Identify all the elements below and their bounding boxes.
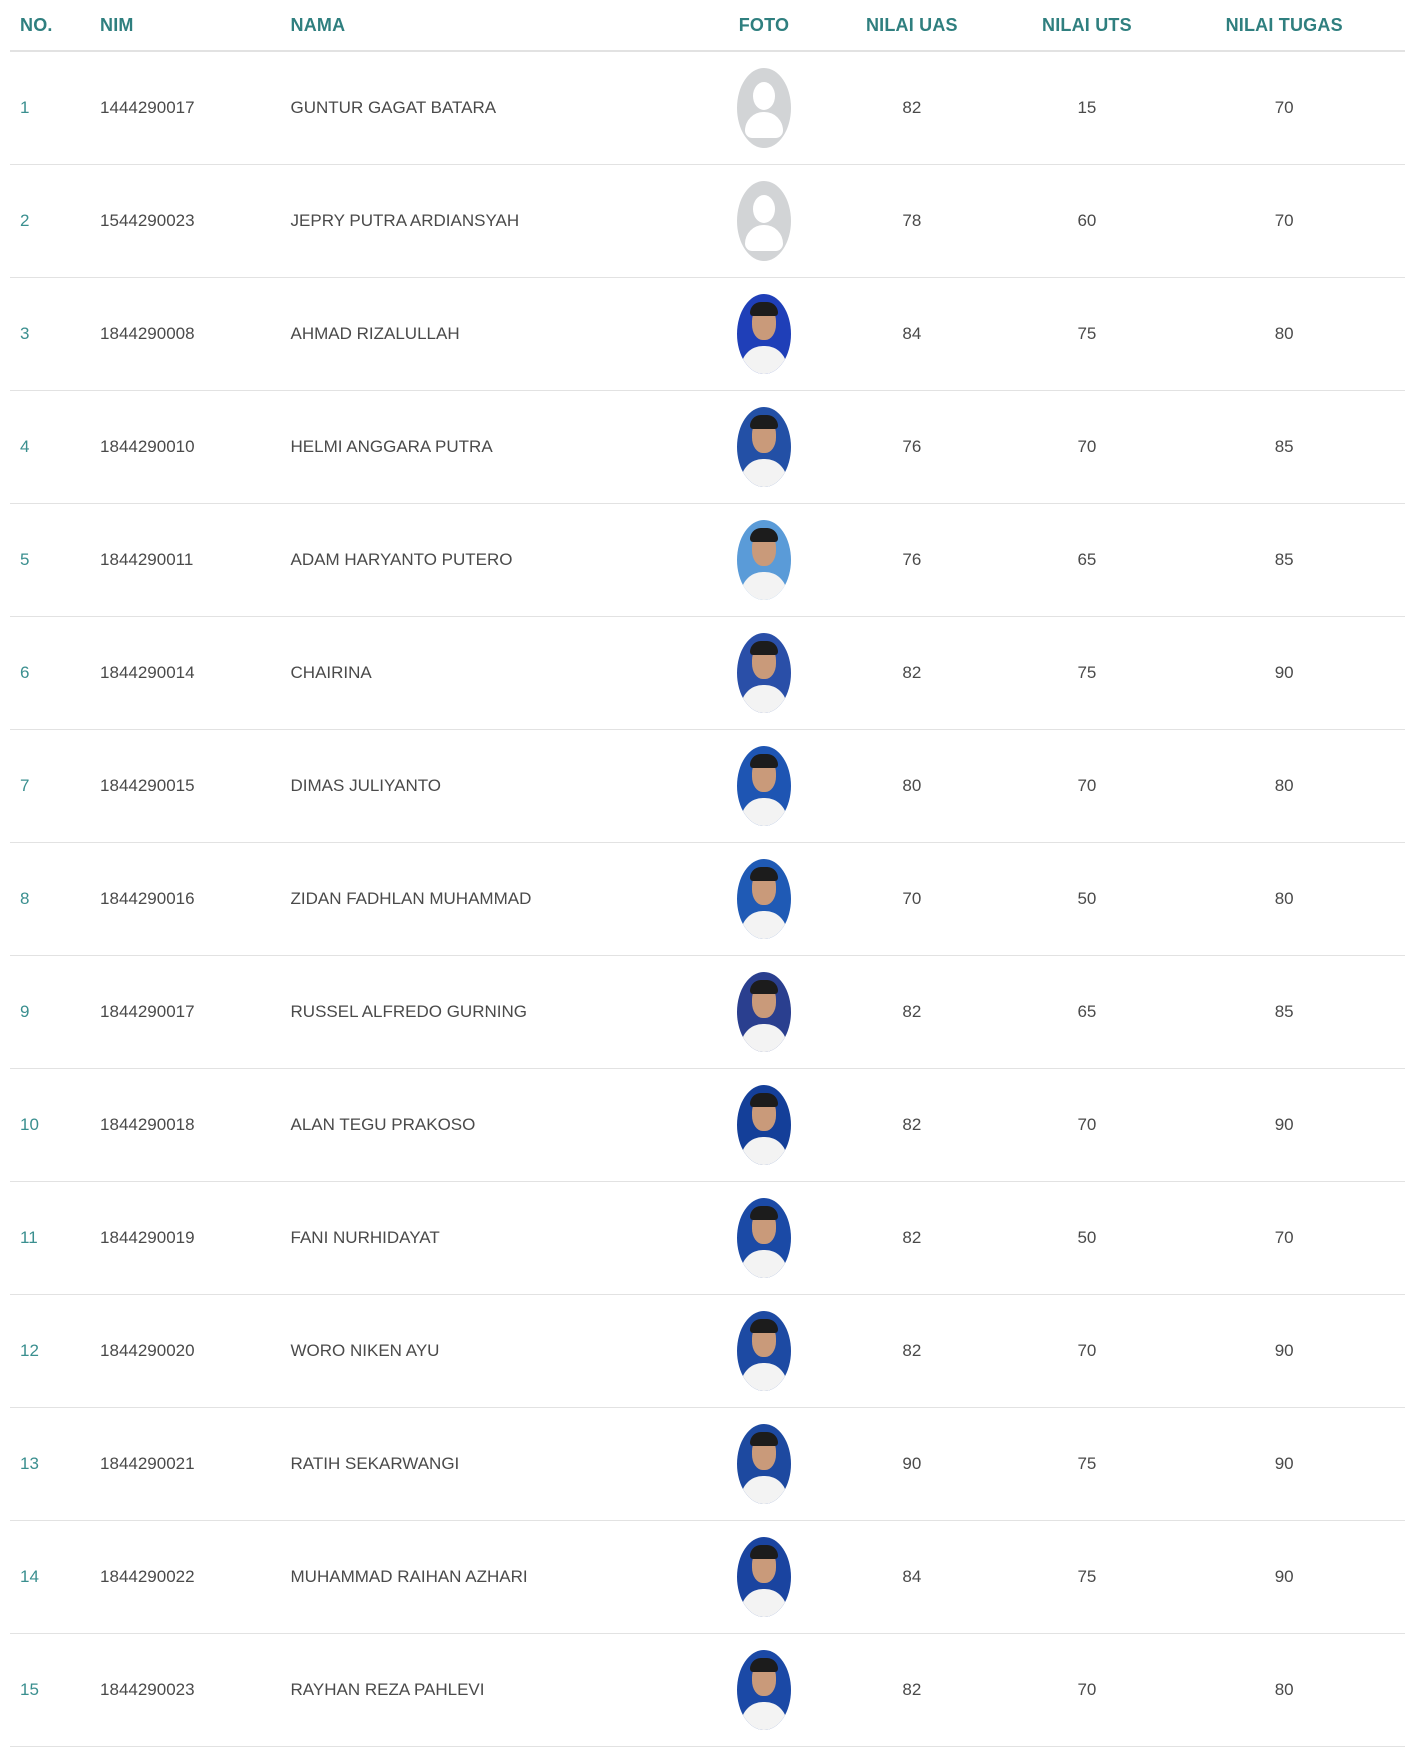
nilai-uas: 82 [902,663,922,682]
nilai-uas: 82 [902,98,922,117]
student-photo-cell [715,294,814,374]
table-row [10,391,1405,504]
student-photo-cell [715,1424,814,1504]
student-name: RUSSEL ALFREDO GURNING [290,1002,527,1021]
table-body [10,52,1405,1747]
student-photo [737,1537,791,1617]
student-name: CHAIRINA [290,663,372,682]
student-nim: 1844290014 [100,663,195,682]
student-photo-cell [715,746,814,826]
student-photo-cell [715,859,814,939]
student-photo [737,407,791,487]
table-row [10,52,1405,165]
nilai-uts: 50 [1077,889,1097,908]
nilai-tugas: 70 [1274,1228,1294,1247]
nilai-uts: 65 [1077,550,1097,569]
nilai-tugas: 90 [1274,663,1294,682]
nilai-uts: 75 [1077,1567,1097,1586]
student-name: RATIH SEKARWANGI [290,1454,460,1473]
student-photo-cell [715,68,814,148]
student-nim: 1544290023 [100,211,195,230]
table-row [10,956,1405,1069]
row-number: 8 [20,889,30,908]
row-number: 4 [20,437,30,456]
table-row [10,617,1405,730]
nilai-uts: 60 [1077,211,1097,230]
student-nim: 1844290008 [100,324,195,343]
student-photo-cell [715,633,814,713]
student-photo [737,1311,791,1391]
row-number: 3 [20,324,30,343]
student-nim: 1844290018 [100,1115,195,1134]
header-nilai-uts[interactable]: NILAI UTS [1042,14,1132,35]
nilai-tugas: 70 [1274,211,1294,230]
nilai-uts: 75 [1077,1454,1097,1473]
student-name: JEPRY PUTRA ARDIANSYAH [290,211,520,230]
student-name: AHMAD RIZALULLAH [290,324,460,343]
nilai-uas: 90 [902,1454,922,1473]
nilai-tugas: 90 [1274,1454,1294,1473]
nilai-uts: 70 [1077,776,1097,795]
nilai-tugas: 80 [1274,776,1294,795]
header-foto[interactable]: FOTO [738,14,790,35]
placeholder-avatar-icon [737,181,791,261]
row-number: 9 [20,1002,30,1021]
header-no[interactable]: NO. [20,14,53,35]
table-row [10,165,1405,278]
table-row [10,1634,1405,1747]
nilai-uas: 76 [902,437,922,456]
student-photo [737,520,791,600]
row-number: 11 [20,1228,38,1247]
student-photo [737,1198,791,1278]
table-row [10,278,1405,391]
nilai-tugas: 90 [1274,1567,1294,1586]
row-number: 12 [20,1341,39,1360]
nilai-uas: 82 [902,1680,922,1699]
student-photo [737,746,791,826]
nilai-uas: 76 [902,550,922,569]
table-row [10,730,1405,843]
nilai-uas: 84 [902,324,922,343]
student-name: DIMAS JULIYANTO [290,776,442,795]
student-nim: 1844290010 [100,437,195,456]
nilai-uts: 70 [1077,1680,1097,1699]
table-row [10,1408,1405,1521]
header-nim[interactable]: NIM [100,14,134,35]
nilai-uas: 82 [902,1341,922,1360]
nilai-uas: 70 [902,889,922,908]
nilai-uas: 82 [902,1002,922,1021]
student-photo-cell [715,1085,814,1165]
student-photo [737,294,791,374]
table-row [10,1182,1405,1295]
nilai-uts: 75 [1077,663,1097,682]
nilai-uas: 80 [902,776,922,795]
student-photo-cell [715,1650,814,1730]
student-nim: 1444290017 [100,98,195,117]
nilai-uas: 84 [902,1567,922,1586]
student-nim: 1844290022 [100,1567,195,1586]
student-nim: 1844290011 [100,550,194,569]
nilai-tugas: 80 [1274,324,1294,343]
nilai-uts: 70 [1077,1341,1097,1360]
student-name: FANI NURHIDAYAT [290,1228,440,1247]
nilai-uts: 50 [1077,1228,1097,1247]
row-number: 2 [20,211,30,230]
nilai-uts: 70 [1077,437,1097,456]
nilai-uts: 15 [1077,98,1097,117]
header-nama[interactable]: NAMA [290,14,346,35]
row-number: 14 [20,1567,39,1586]
nilai-uas: 82 [902,1228,922,1247]
nilai-uas: 78 [902,211,922,230]
student-photo-cell [715,1537,814,1617]
nilai-tugas: 80 [1274,889,1294,908]
nilai-tugas: 80 [1274,1680,1294,1699]
student-nim: 1844290016 [100,889,195,908]
student-nim: 1844290019 [100,1228,195,1247]
student-photo-cell [715,407,814,487]
student-photo-cell [715,181,814,261]
row-number: 5 [20,550,30,569]
placeholder-avatar-icon [737,68,791,148]
student-nim: 1844290021 [100,1454,195,1473]
student-photo [737,633,791,713]
nilai-tugas: 85 [1274,437,1294,456]
student-photo [737,1650,791,1730]
student-nim: 1844290017 [100,1002,195,1021]
header-nilai-tugas[interactable]: NILAI TUGAS [1225,14,1343,35]
student-photo-cell [715,520,814,600]
student-photo [737,859,791,939]
student-nim: 1844290020 [100,1341,195,1360]
row-number: 7 [20,776,30,795]
row-number: 15 [20,1680,39,1699]
table-header-row [10,0,1405,52]
student-name: WORO NIKEN AYU [290,1341,440,1360]
nilai-tugas: 70 [1274,98,1294,117]
student-name: ZIDAN FADHLAN MUHAMMAD [290,889,532,908]
student-name: ALAN TEGU PRAKOSO [290,1115,476,1134]
nilai-tugas: 85 [1274,550,1294,569]
table-row [10,1069,1405,1182]
row-number: 6 [20,663,30,682]
row-number: 1 [20,98,30,117]
student-photo-cell [715,1311,814,1391]
table-row [10,843,1405,956]
table-row [10,504,1405,617]
student-name: GUNTUR GAGAT BATARA [290,98,497,117]
nilai-uts: 65 [1077,1002,1097,1021]
table-row [10,1295,1405,1408]
nilai-tugas: 90 [1274,1341,1294,1360]
nilai-uas: 82 [902,1115,922,1134]
student-photo [737,1424,791,1504]
table-row [10,1521,1405,1634]
student-photo-cell [715,1198,814,1278]
nilai-uts: 70 [1077,1115,1097,1134]
student-nim: 1844290023 [100,1680,195,1699]
student-grades-table [10,0,1405,1747]
student-name: HELMI ANGGARA PUTRA [290,437,493,456]
student-photo [737,972,791,1052]
header-nilai-uas[interactable]: NILAI UAS [865,14,958,35]
student-name: MUHAMMAD RAIHAN AZHARI [290,1567,528,1586]
row-number: 10 [20,1115,39,1134]
row-number: 13 [20,1454,39,1473]
nilai-tugas: 90 [1274,1115,1294,1134]
nilai-uts: 75 [1077,324,1097,343]
student-nim: 1844290015 [100,776,195,795]
nilai-tugas: 85 [1274,1002,1294,1021]
student-name: RAYHAN REZA PAHLEVI [290,1680,485,1699]
student-photo-cell [715,972,814,1052]
student-name: ADAM HARYANTO PUTERO [290,550,513,569]
student-photo [737,1085,791,1165]
